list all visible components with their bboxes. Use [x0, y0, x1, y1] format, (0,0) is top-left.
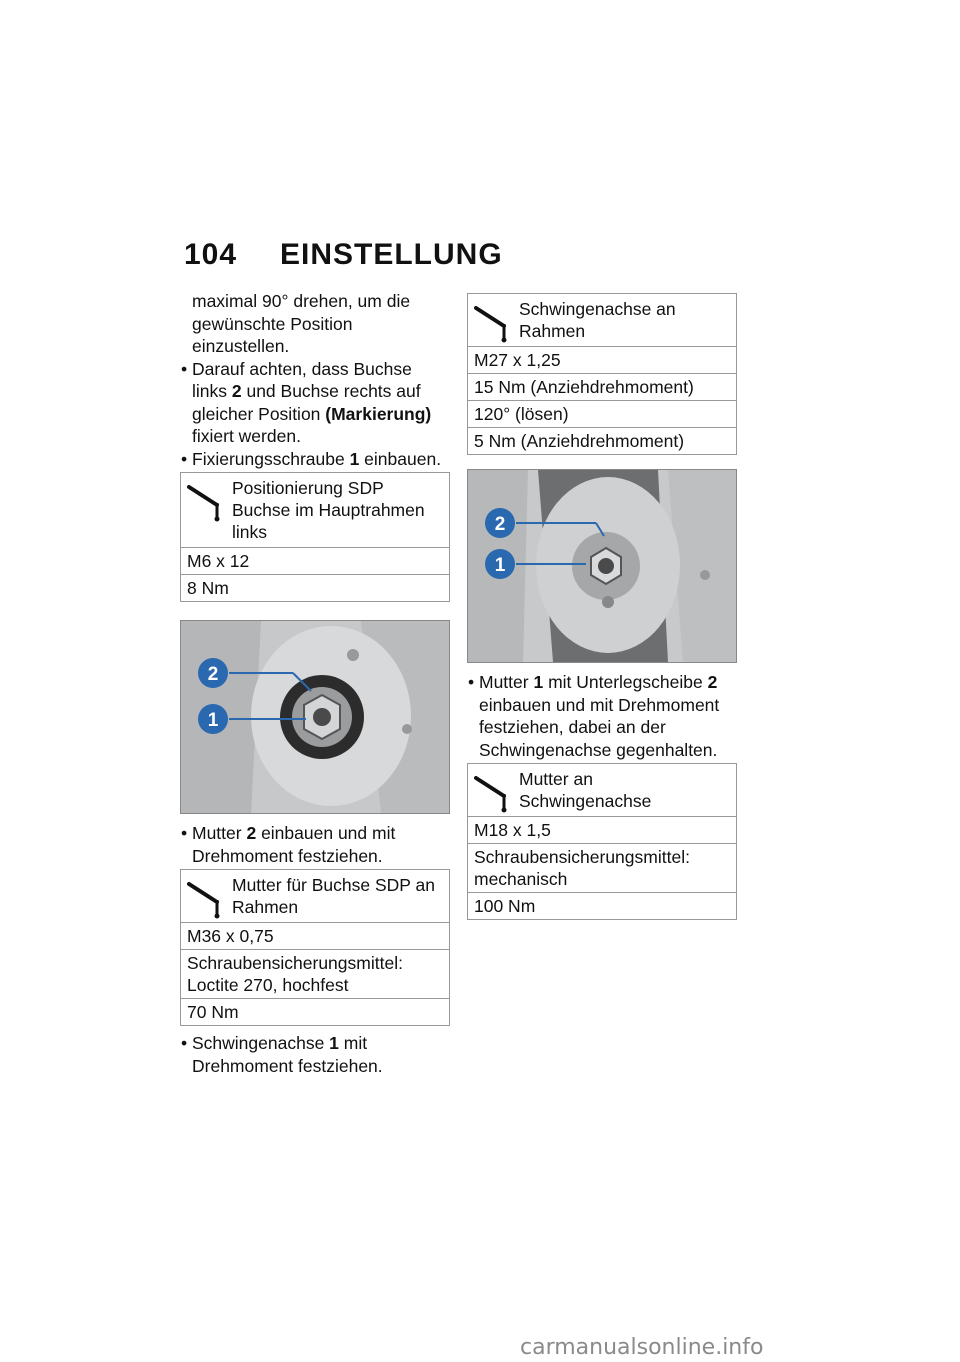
spec-title: Mutter an Schwingenachse [519, 769, 652, 811]
callout-1: 1 [207, 710, 219, 731]
spec-title: Schwingenachse an Rahmen [519, 299, 676, 341]
spec-table-schwingenachse [467, 293, 737, 455]
page-number: 104 [184, 238, 238, 271]
torque-wrench-icon [474, 304, 514, 344]
spec-title: Positionierung SDP Buchse im Hauptrahmen links [232, 478, 425, 542]
bullet-dot-icon: • [181, 1033, 188, 1053]
spec-table-header [181, 473, 449, 548]
watermark-link[interactable]: carmanualsonline.info [520, 1335, 764, 1360]
section-title: EINSTELLUNG [280, 238, 503, 271]
bullet-schwingenachse: • Schwingenachse 1 mit Drehmoment festziehen. [181, 1033, 383, 1076]
callout-2: 2 [207, 664, 219, 685]
left-column [180, 290, 450, 1077]
bullet-buchse: • Darauf achten, dass Buchse links 2 und Buchse rechts auf gleicher Position (Markierung) fixiert werden. [181, 358, 432, 446]
callout-1: 1 [494, 555, 506, 576]
bullet-fixierungsschraube: • Fixierungsschraube 1 einbauen. [181, 448, 442, 469]
bullet-dot-icon: • [181, 823, 188, 843]
photo-schwingenachse [467, 469, 737, 663]
intro-text: maximal 90° drehen, um die gewünschte Position einzustellen. [192, 291, 411, 356]
torque-wrench-icon [187, 880, 227, 920]
spec-row: Schraubensicherungsmittel: Loctite 270, hochfest [181, 950, 449, 999]
spec-row: 5 Nm (Anziehdrehmoment) [474, 431, 685, 451]
spec-row: M18 x 1,5 [468, 817, 736, 844]
bullet-dot-icon: • [181, 358, 188, 379]
spec-row: 8 Nm [187, 578, 229, 598]
bullet-mutter-2: • Mutter 2 einbauen und mit Drehmoment festziehen. [181, 823, 396, 866]
spec-table-header [181, 870, 449, 923]
page-header [184, 238, 503, 272]
bullet-dot-icon: • [181, 448, 188, 469]
spec-row: M27 x 1,25 [468, 347, 736, 374]
spec-row: 15 Nm (Anziehdrehmoment) [468, 374, 736, 401]
spec-table-header [468, 294, 736, 347]
spec-row: M36 x 0,75 [181, 923, 449, 950]
spec-table-positionierung [180, 472, 450, 602]
photo-illustration [468, 470, 736, 662]
spec-row: 70 Nm [187, 1002, 239, 1022]
spec-row: 120° (lösen) [468, 401, 736, 428]
spec-table-mutter-schwingenachse [467, 763, 737, 920]
spec-title: Mutter für Buchse SDP an Rahmen [232, 875, 435, 917]
spec-row: 100 Nm [474, 896, 536, 916]
torque-wrench-icon [187, 483, 227, 523]
right-column [467, 293, 737, 926]
spec-table-mutter-buchse [180, 869, 450, 1026]
bullet-dot-icon: • [468, 672, 475, 692]
spec-row: Schraubensicherungsmittel: mechanisch [468, 844, 736, 893]
spec-row: M6 x 12 [181, 548, 449, 575]
torque-wrench-icon [474, 774, 514, 814]
spec-table-header [468, 764, 736, 817]
photo-illustration [181, 621, 449, 813]
bullet-mutter-1: • Mutter 1 mit Unterlegscheibe 2 einbauen und mit Drehmoment festziehen, dabei an der Schwingenachse gegenhalten. [468, 672, 720, 760]
photo-buchse-sdp [180, 620, 450, 814]
callout-2: 2 [494, 514, 506, 535]
